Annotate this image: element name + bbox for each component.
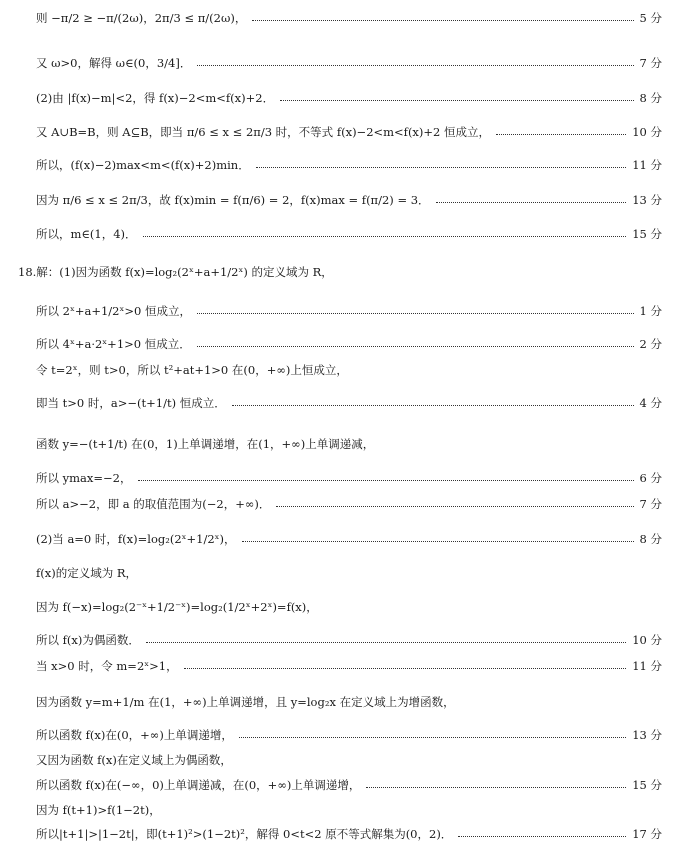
solution-line [36,599,662,615]
line-text: 所以 a>−2，即 a 的取值范围为(−2，+∞)． [36,497,271,511]
solution-line [36,436,662,452]
leader-dots [256,167,627,168]
line-text: 又 ω>0，解得 ω∈(0，3/4]． [36,56,192,70]
leader-dots [366,787,626,788]
leader-dots [496,134,626,135]
line-text: 所以|t+1|>|1−2t|，即(t+1)²>(1−2t)²，解得 0<t<2 原不等式解集为(0，2)． [36,827,453,841]
solution-line [36,124,662,140]
leader-dots [197,313,634,314]
score-label: 4 分 [639,396,662,410]
line-text: 则 −π/2 ≥ −π/(2ω)，2π/3 ≤ π/(2ω)， [36,11,247,25]
line-text: 函数 y=−(t+1/t) 在(0，1)上单调递增，在(1，+∞)上单调递减， [36,437,375,451]
solution-line [36,470,662,486]
line-text: 当 x>0 时，令 m=2ˣ>1， [36,659,178,673]
leader-dots [436,202,627,203]
solution-line [36,752,662,768]
score-label: 17 分 [632,827,662,841]
leader-dots [197,65,633,66]
solution-line [36,694,662,710]
leader-dots [146,642,626,643]
leader-dots [458,836,626,837]
score-label: 8 分 [639,532,662,546]
line-text: f(x)的定义域为 R， [36,566,138,580]
solution-line [36,157,662,173]
solution-line [36,658,662,674]
problem-18-header [18,264,662,280]
line-text: 又因为函数 f(x)在定义域上为偶函数， [36,753,232,767]
score-label: 10 分 [632,125,662,139]
line-text: 因为 π/6 ≤ x ≤ 2π/3，故 f(x)min = f(π/6) = 2，f(x)max = f(π/2) = 3． [36,193,430,207]
leader-dots [138,480,634,481]
line-text: (2)由 |f(x)−m|<2，得 f(x)−2<m<f(x)+2． [36,91,275,105]
line-text: 所以 2ˣ+a+1/2ˣ>0 恒成立， [36,304,191,318]
line-text: 因为 f(t+1)>f(1−2t)， [36,803,161,817]
score-label: 8 分 [639,91,662,105]
solution-line [36,565,662,581]
score-label: 15 分 [632,227,662,241]
score-label: 6 分 [639,471,662,485]
leader-dots [280,100,633,101]
solution-line [36,336,662,352]
line-text: 所以 4ˣ+a·2ˣ+1>0 恒成立． [36,337,191,351]
solution-line [36,362,662,378]
line-text: (2)当 a=0 时，f(x)=log₂(2ˣ+1/2ˣ)， [36,532,236,546]
line-text: 所以 ymax=−2， [36,471,132,485]
score-label: 13 分 [632,728,662,742]
solution-line [36,531,662,547]
line-text: 又 A∪B=B，则 A⊆B，即当 π/6 ≤ x ≤ 2π/3 时，不等式 f(x)−2<m<f(x)+2 恒成立， [36,125,491,139]
solution-line [36,826,662,842]
score-label: 13 分 [632,193,662,207]
score-label: 10 分 [632,633,662,647]
solution-line [36,90,662,106]
line-text: 即当 t>0 时，a>−(t+1/t) 恒成立． [36,396,226,410]
solution-line [36,496,662,512]
line-text: 因为 f(−x)=log₂(2⁻ˣ+1/2⁻ˣ)=log₂(1/2ˣ+2ˣ)=f(x)， [36,600,318,614]
solution-line [36,192,662,208]
solution-line [36,226,662,242]
score-label: 7 分 [639,56,662,70]
solution-line [36,395,662,411]
leader-dots [252,20,633,21]
solution-line [36,802,662,818]
leader-dots [143,236,627,237]
line-text: 所以，m∈(1，4)． [36,227,137,241]
score-label: 15 分 [632,778,662,792]
line-text: 令 t=2ˣ，则 t>0，所以 t²+at+1>0 在(0，+∞)上恒成立， [36,363,348,377]
leader-dots [232,405,634,406]
score-label: 1 分 [639,304,662,318]
solution-line [36,10,662,26]
solution-line [36,777,662,793]
solution-line [36,632,662,648]
leader-dots [276,506,633,507]
leader-dots [184,668,627,669]
score-label: 11 分 [632,158,662,172]
leader-dots [239,737,626,738]
line-text: 18.解：(1)因为函数 f(x)=log₂(2ˣ+a+1/2ˣ) 的定义域为 R， [18,265,333,279]
leader-dots [197,346,634,347]
solution-line [36,303,662,319]
score-label: 7 分 [639,497,662,511]
line-text: 所以 f(x)为偶函数． [36,633,140,647]
score-label: 11 分 [632,659,662,673]
line-text: 所以，(f(x)−2)max<m<(f(x)+2)min． [36,158,250,172]
line-text: 因为函数 y=m+1/m 在(1，+∞)上单调递增，且 y=log₂x 在定义域上为增函数， [36,695,455,709]
leader-dots [242,541,634,542]
line-text: 所以函数 f(x)在(0，+∞)上单调递增， [36,728,233,742]
line-text: 所以函数 f(x)在(−∞，0)上单调递减，在(0，+∞)上单调递增， [36,778,361,792]
solution-line [36,727,662,743]
score-label: 5 分 [639,11,662,25]
solution-line [36,55,662,71]
score-label: 2 分 [639,337,662,351]
